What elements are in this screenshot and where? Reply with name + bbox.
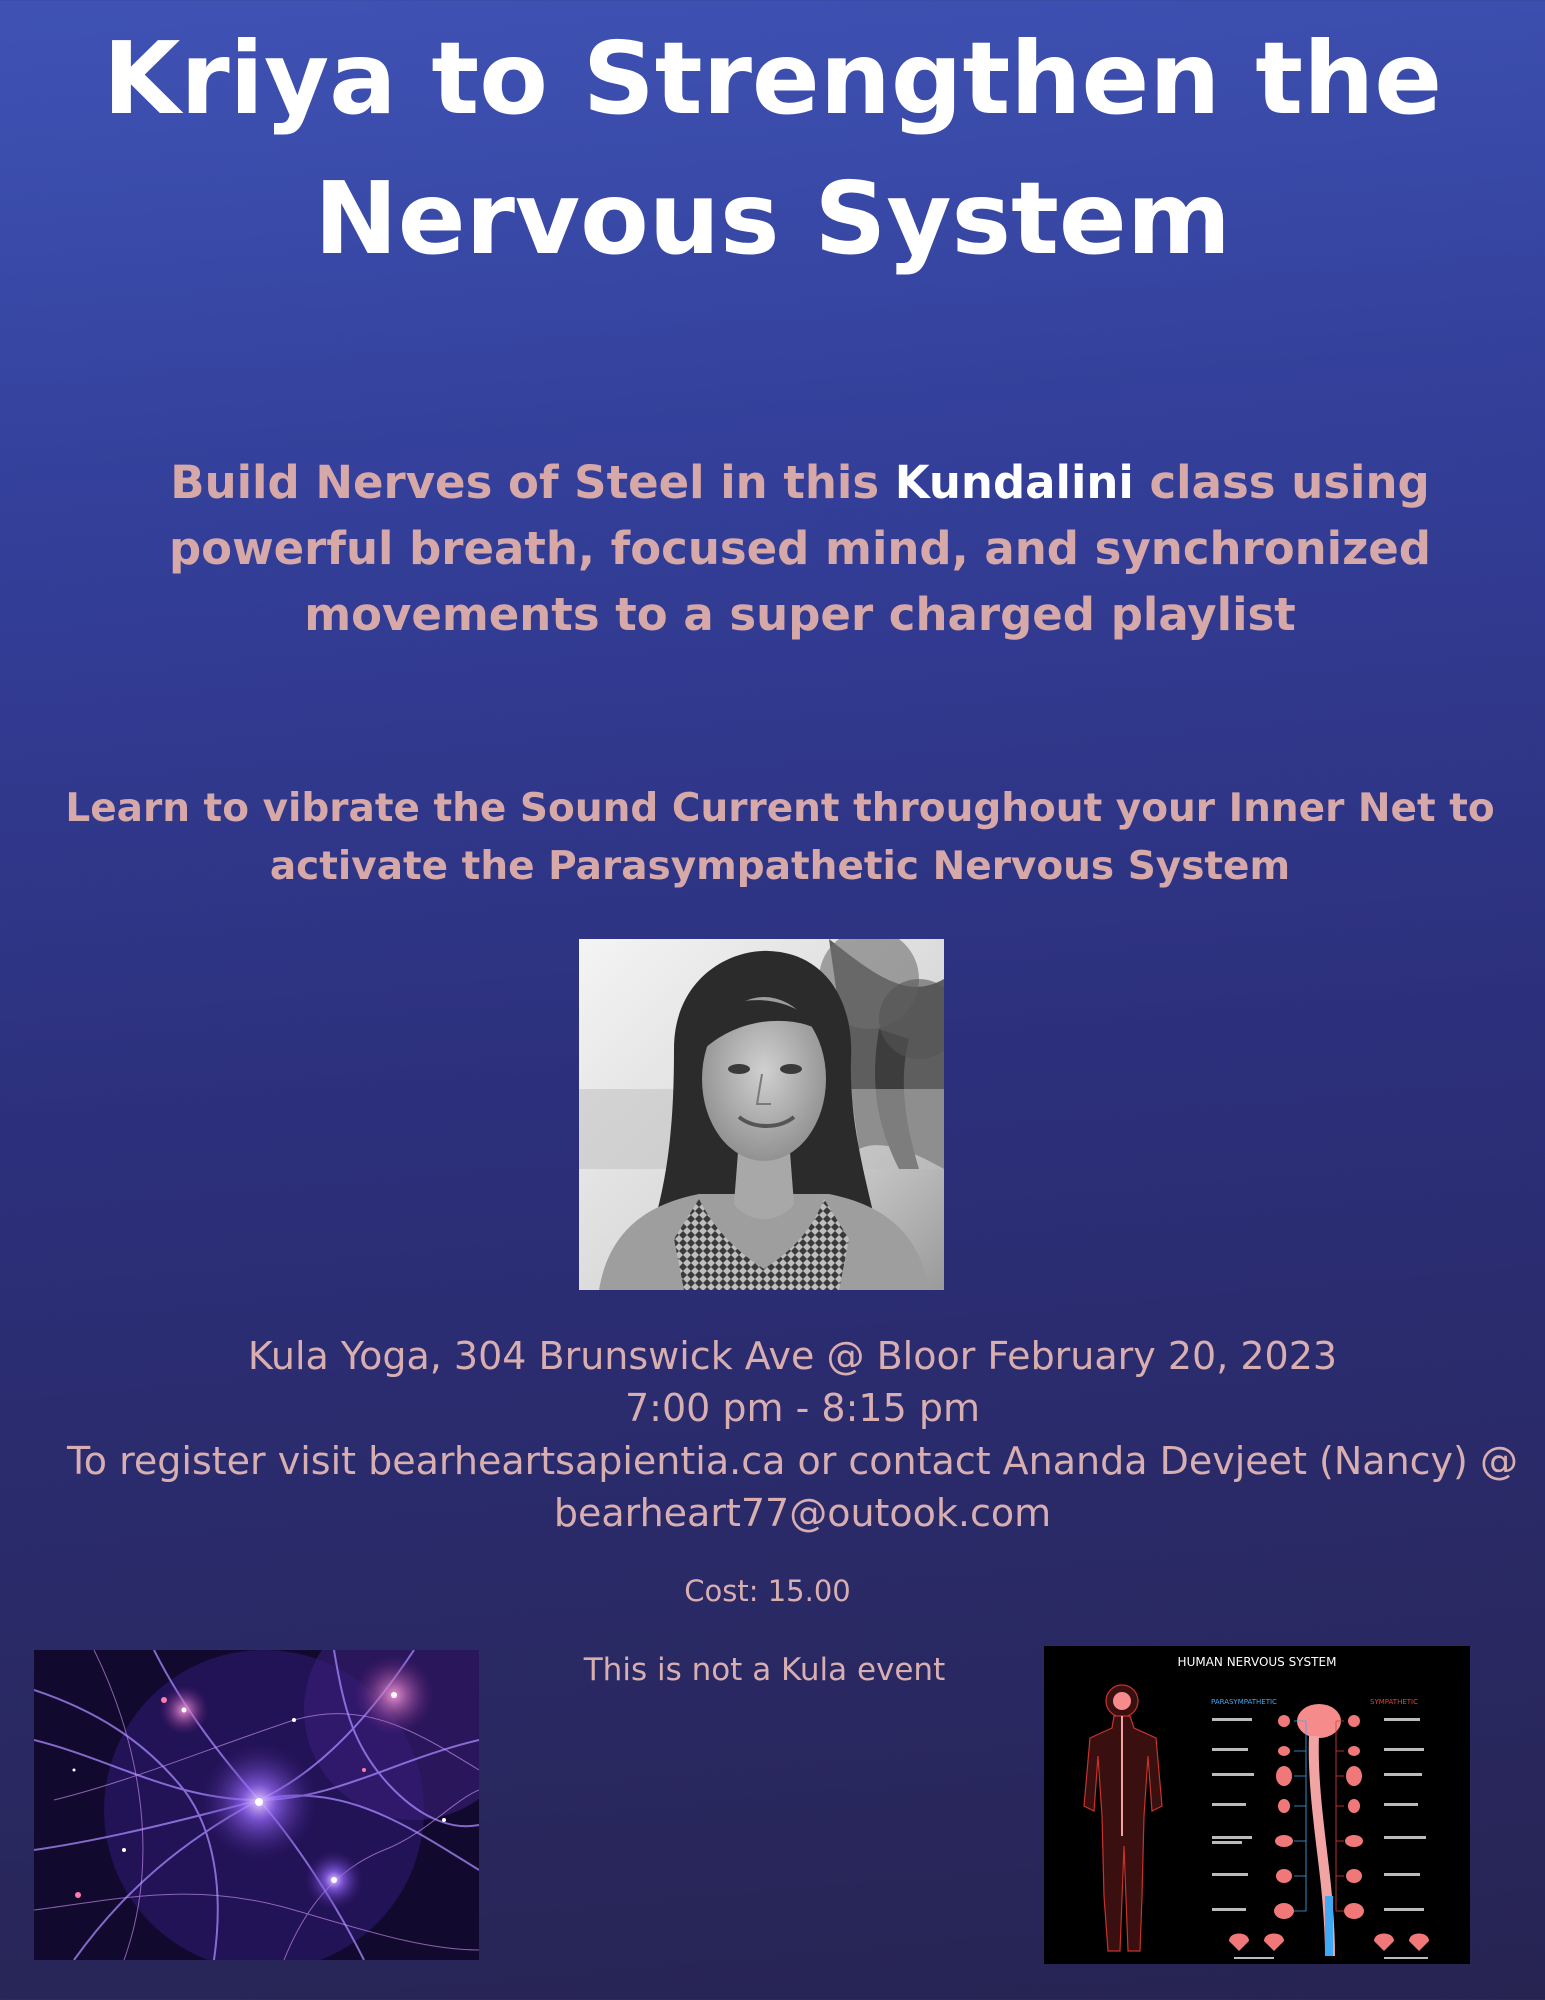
intro-line-2: powerful breath, focused mind, and synchronized [168,522,1432,575]
sympathetic-label: SYMPATHETIC [1370,1698,1418,1706]
instructor-photo [579,939,944,1290]
event-cost: Cost: 15.00 [684,1574,851,1608]
event-location-date: Kula Yoga, 304 Brunswick Ave @ Bloor February 20, 2023 [247,1334,1338,1378]
parasympathetic-label: PARASYMPATHETIC [1211,1698,1277,1706]
event-email[interactable]: bearheart77@outook.com [553,1491,1052,1535]
learn-line-1: Learn to vibrate the Sound Current throughout your Inner Net to [65,786,1495,831]
poster-title-line-2: Nervous System [314,160,1231,277]
poster-title-line-1: Kriya to Strengthen the [102,20,1443,137]
event-time: 7:00 pm - 8:15 pm [625,1386,980,1430]
event-register: To register visit bearheartsapientia.ca or contact Ananda Devjeet (Nancy) @ [67,1439,1518,1483]
cosmic-network-image [34,1650,479,1960]
intro-line-3: movements to a super charged playlist [304,588,1296,641]
learn-line-2: activate the Parasympathetic Nervous System [269,844,1291,889]
intro-line-1: Build Nerves of Steel in this Kundalini class using [170,456,1430,509]
intro-paragraph [0,450,1545,648]
nervous-chart-title: HUMAN NERVOUS SYSTEM [1177,1655,1337,1669]
nervous-system-infographic [1044,1646,1470,1964]
event-disclaimer: This is not a Kula event [583,1652,946,1688]
learn-paragraph [0,780,1545,896]
kundalini-highlight: Kundalini [894,456,1134,509]
